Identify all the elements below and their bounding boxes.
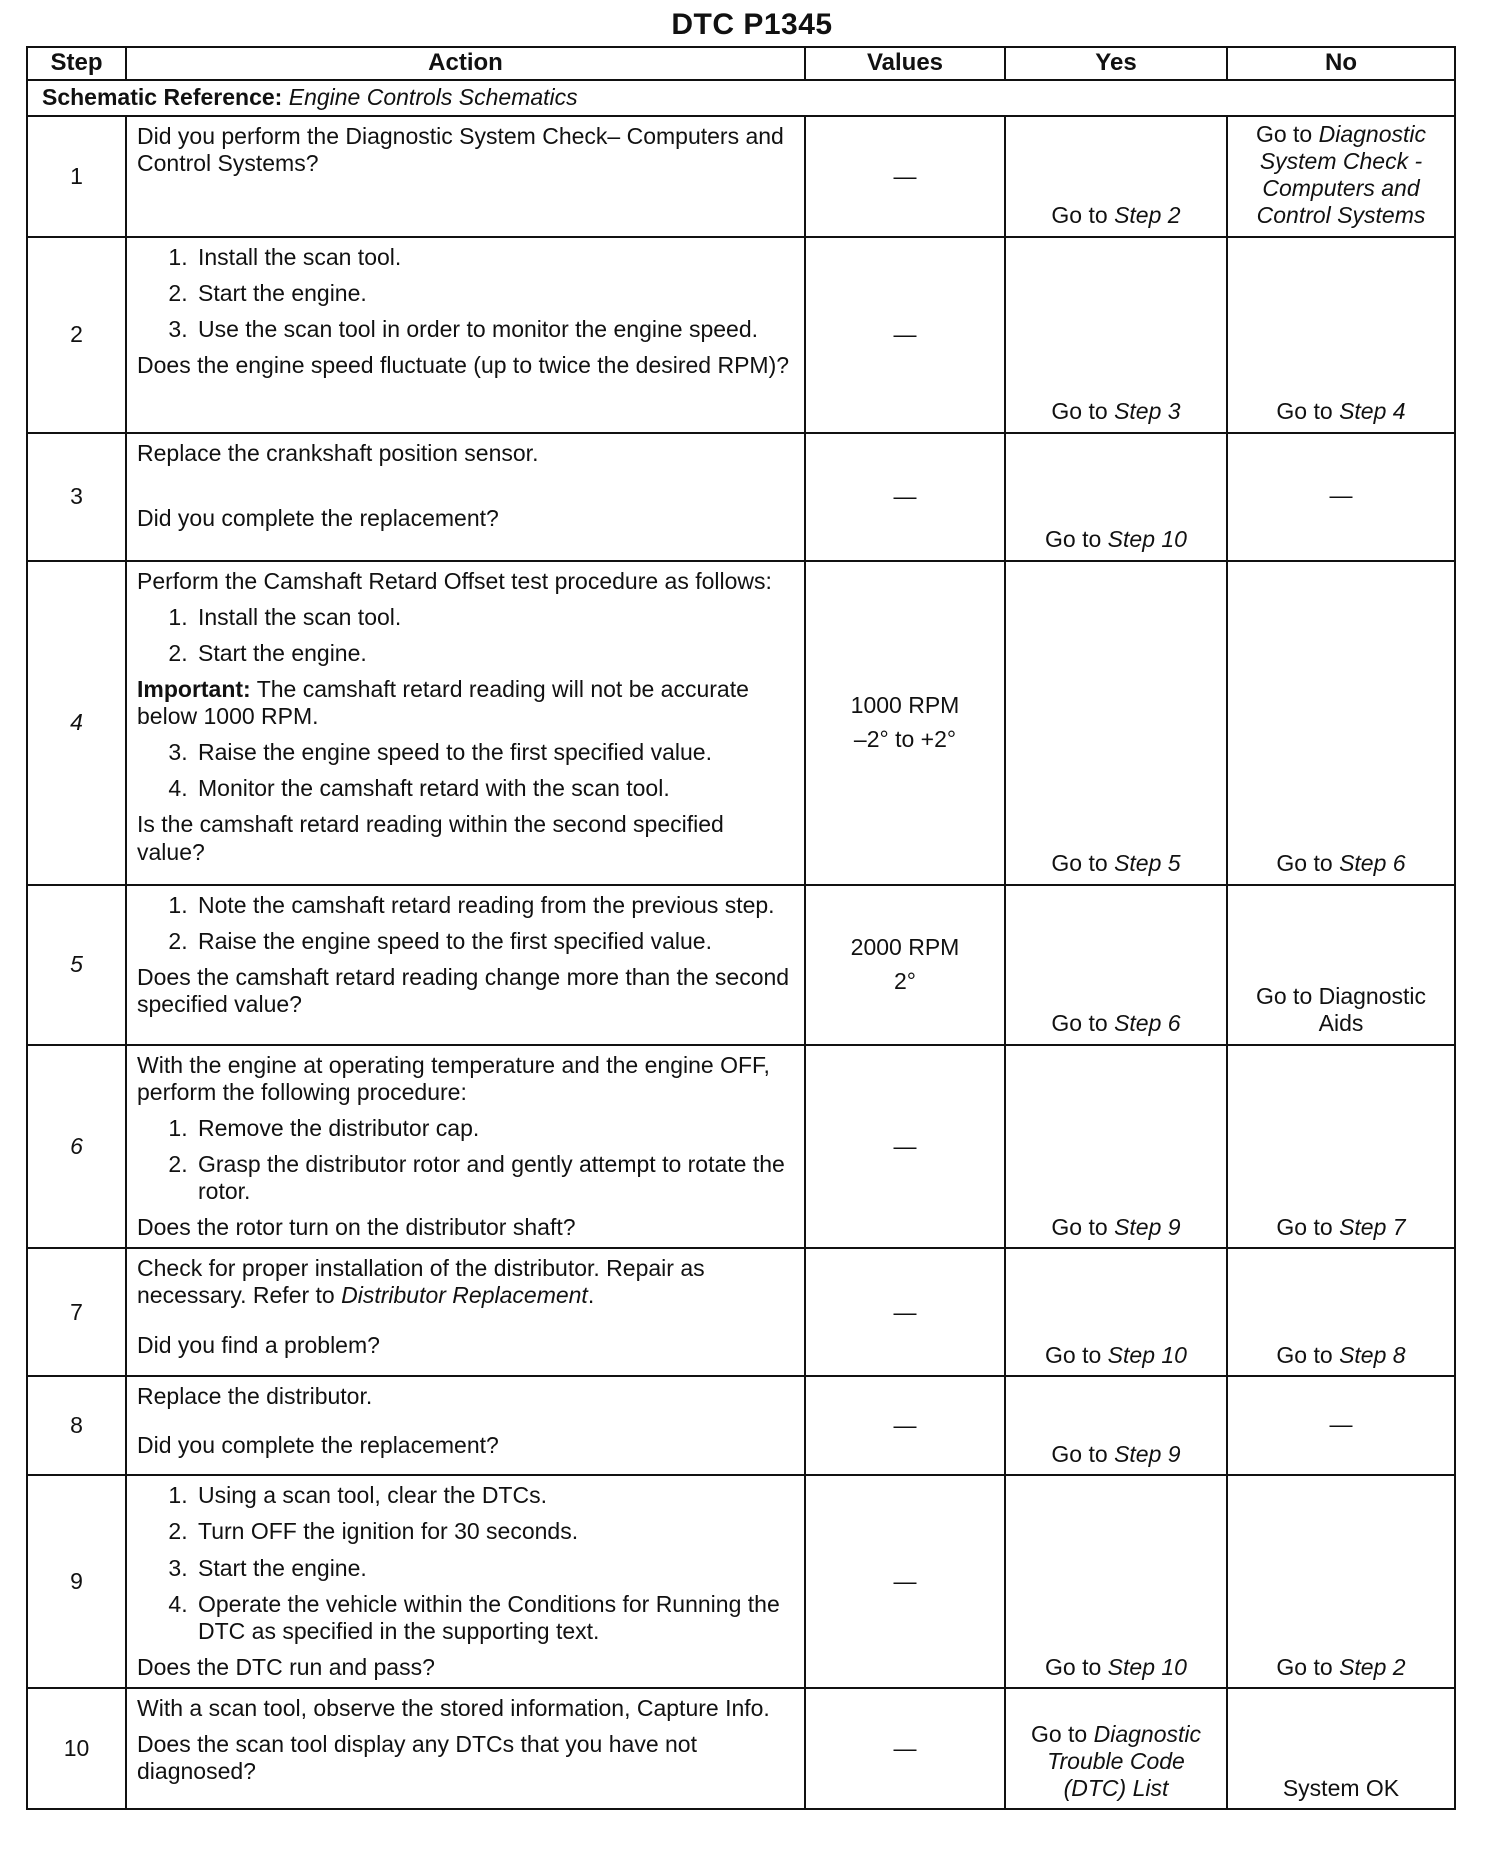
action-text (137, 1383, 794, 1410)
procedure-step: 1. Using a scan tool, clear the DTCs. (194, 1482, 794, 1509)
action-sentence: Does the camshaft retard reading change more than the second specified value? (137, 963, 790, 1017)
yes-outcome[interactable] (1045, 1342, 1187, 1368)
no-outcome-target[interactable]: Step 6 (1339, 850, 1406, 877)
table-row (27, 1688, 1455, 1809)
values-cell (805, 1045, 1005, 1249)
value-text: — (893, 320, 917, 347)
action-text (137, 352, 794, 379)
procedure-step: 4. Operate the vehicle within the Conditions for Running the DTC as specified in the supporting text. (194, 1591, 794, 1645)
action-text (137, 1255, 794, 1309)
step-number: 2 (27, 237, 126, 433)
action-sentence: With a scan tool, observe the stored information, Capture Info. (137, 1695, 770, 1721)
yes-outcome[interactable] (1051, 850, 1180, 876)
no-cell (1227, 433, 1455, 561)
action-sentence: Is the camshaft retard reading within the second specified value? (137, 811, 724, 865)
action-text (137, 1654, 794, 1681)
action-sentence: Does the DTC run and pass? (137, 1653, 435, 1680)
yes-outcome[interactable] (1051, 1214, 1180, 1240)
no-outcome-text: Go to (1276, 1342, 1340, 1369)
values-cell (805, 1475, 1005, 1688)
procedure-step: 4. Monitor the camshaft retard with the scan tool. (194, 775, 794, 802)
step-number: 10 (27, 1688, 126, 1809)
no-cell (1227, 1376, 1455, 1475)
no-outcome-text: Go to (1276, 398, 1340, 425)
no-outcome-text: Go to (1255, 121, 1319, 147)
procedure-list (137, 604, 794, 667)
values-cell (805, 1376, 1005, 1475)
action-sentence: Did you complete the replacement? (137, 504, 499, 531)
action-sentence: Does the engine speed fluctuate (up to twice the desired RPM)? (137, 351, 790, 378)
yes-outcome-target[interactable]: Step 10 (1107, 1342, 1187, 1369)
no-outcome (1330, 1411, 1353, 1437)
values-cell (805, 116, 1005, 237)
yes-outcome[interactable] (1045, 1654, 1187, 1680)
no-outcome[interactable] (1276, 398, 1405, 424)
yes-cell (1005, 116, 1227, 237)
action-sentence: Replace the distributor. (137, 1383, 373, 1410)
no-outcome-target[interactable]: Step 8 (1339, 1342, 1406, 1369)
no-outcome-text: System OK (1282, 1774, 1400, 1801)
action-sentence: Replace the crankshaft position sensor. (137, 439, 539, 466)
yes-outcome-text: Go to (1051, 1214, 1115, 1241)
yes-cell (1005, 561, 1227, 885)
action-cell (126, 1688, 805, 1809)
yes-cell (1005, 433, 1227, 561)
yes-outcome-text: Go to (1051, 202, 1115, 229)
yes-outcome-target[interactable]: Step 9 (1114, 1441, 1181, 1468)
action-text (137, 1695, 794, 1722)
step-number: 5 (27, 885, 126, 1045)
schematic-reference-row (27, 80, 1455, 116)
yes-outcome[interactable] (1051, 398, 1180, 424)
table-row (27, 1248, 1455, 1376)
yes-outcome-target[interactable]: Step 6 (1114, 1010, 1181, 1037)
table-row (27, 885, 1455, 1045)
procedure-step: 3. Raise the engine speed to the first specified value. (194, 739, 794, 766)
table-row (27, 1045, 1455, 1249)
action-cell (126, 561, 805, 885)
action-text (137, 568, 794, 595)
no-cell (1227, 237, 1455, 433)
yes-outcome-target[interactable]: Step 3 (1114, 398, 1181, 425)
no-outcome (1283, 1775, 1399, 1801)
action-text (137, 1052, 794, 1106)
procedure-list (137, 892, 794, 955)
no-cell (1227, 1688, 1455, 1809)
action-cell (126, 1376, 805, 1475)
yes-outcome[interactable] (1045, 526, 1187, 552)
action-text (137, 505, 794, 532)
page-title: DTC P1345 (671, 8, 833, 41)
yes-cell (1005, 1248, 1227, 1376)
no-outcome-target[interactable]: Step 4 (1339, 398, 1406, 425)
no-outcome-text: Go to (1276, 1653, 1340, 1680)
value-text: — (893, 1298, 917, 1325)
action-text (137, 123, 794, 177)
yes-cell (1005, 1688, 1227, 1809)
table-row (27, 1475, 1455, 1688)
procedure-step: 2. Start the engine. (194, 640, 794, 667)
action-sentence: Check for proper installation of the distributor. Repair as necessary. Refer to (137, 1255, 705, 1309)
yes-outcome-target[interactable]: Step 10 (1107, 1653, 1187, 1680)
no-outcome-target[interactable]: Diagnostic System Check - Computers and Control Systems (1256, 121, 1427, 229)
procedure-step: 2. Raise the engine speed to the first specified value. (194, 928, 794, 955)
value-text: 2000 RPM (850, 934, 960, 961)
procedure-step: 2. Turn OFF the ignition for 30 seconds. (194, 1518, 794, 1545)
yes-cell (1005, 1045, 1227, 1249)
procedure-step: 1. Install the scan tool. (194, 604, 794, 631)
action-sentence: The camshaft retard reading will not be accurate below 1000 RPM. (137, 675, 749, 729)
no-outcome-text: — (1329, 1411, 1353, 1438)
no-cell (1227, 1475, 1455, 1688)
action-sentence: Does the rotor turn on the distributor shaft? (137, 1214, 576, 1241)
step-number: 4 (27, 561, 126, 885)
column-header-yes: Yes (1005, 47, 1227, 80)
action-cell (126, 1475, 805, 1688)
no-cell (1227, 1248, 1455, 1376)
values-cell (805, 1688, 1005, 1809)
value-text: — (893, 1568, 917, 1595)
action-text (137, 676, 794, 730)
yes-outcome-target[interactable]: Step 9 (1114, 1214, 1181, 1241)
column-header-step: Step (27, 47, 126, 80)
no-outcome-target[interactable]: Step 2 (1339, 1653, 1406, 1680)
procedure-step: 2. Start the engine. (194, 280, 794, 307)
action-cell (126, 1045, 805, 1249)
yes-outcome-target[interactable]: Step 5 (1114, 850, 1181, 877)
step-number: 7 (27, 1248, 126, 1376)
no-outcome-text: Go to (1276, 850, 1340, 877)
action-text (137, 440, 794, 467)
value-text: — (893, 1734, 917, 1761)
step-number: 9 (27, 1475, 126, 1688)
yes-outcome-text: Go to (1051, 1010, 1115, 1037)
action-text (137, 811, 794, 865)
procedure-step: 1. Note the camshaft retard reading from the previous step. (194, 892, 794, 919)
table-row (27, 237, 1455, 433)
step-number: 8 (27, 1376, 126, 1475)
action-text (137, 1214, 794, 1241)
no-outcome-target[interactable]: Step 7 (1339, 1214, 1406, 1241)
yes-outcome-text: Go to (1045, 1342, 1108, 1369)
yes-outcome[interactable] (1051, 1441, 1180, 1467)
no-outcome-text: Go to Diagnostic Aids (1255, 983, 1427, 1037)
column-header-action: Action (126, 47, 805, 80)
no-outcome[interactable] (1276, 850, 1405, 876)
table-row (27, 561, 1455, 885)
action-sentence: Perform the Camshaft Retard Offset test procedure as follows: (137, 567, 772, 594)
procedure-list (137, 244, 794, 343)
no-outcome[interactable] (1276, 1342, 1405, 1368)
procedure-step: 1. Remove the distributor cap. (194, 1115, 794, 1142)
value-text: — (893, 162, 917, 189)
schematic-reference (27, 80, 1455, 116)
action-text (137, 1332, 794, 1359)
value-text: –2° to +2° (853, 725, 957, 752)
values-cell (805, 885, 1005, 1045)
no-cell (1227, 561, 1455, 885)
action-sentence: Does the scan tool display any DTCs that you have not diagnosed? (137, 1731, 697, 1785)
table-header-row (27, 47, 1455, 80)
value-text: 2° (894, 967, 916, 994)
yes-cell (1005, 885, 1227, 1045)
yes-cell (1005, 1475, 1227, 1688)
no-cell (1227, 1045, 1455, 1249)
yes-outcome[interactable] (1051, 202, 1180, 228)
no-cell (1227, 885, 1455, 1045)
action-sentence: With the engine at operating temperature and the engine OFF, perform the following procedure: (137, 1051, 770, 1105)
values-cell (805, 237, 1005, 433)
procedure-step: 3. Start the engine. (194, 1555, 794, 1582)
action-cell (126, 1248, 805, 1376)
action-sentence: Did you complete the replacement? (137, 1432, 499, 1459)
no-outcome[interactable] (1256, 121, 1426, 228)
no-outcome[interactable] (1256, 983, 1426, 1036)
column-header-no: No (1227, 47, 1455, 80)
yes-outcome-text: Go to (1051, 850, 1115, 877)
column-header-values: Values (805, 47, 1005, 80)
procedure-list (137, 1115, 794, 1205)
action-punctuation: . (587, 1282, 595, 1309)
action-cell (126, 116, 805, 237)
no-outcome-text: Go to (1276, 1214, 1340, 1241)
diagnostic-table (26, 46, 1456, 1810)
action-text (137, 1731, 794, 1785)
value-text: — (893, 482, 917, 509)
value-text: 1000 RPM (850, 692, 960, 719)
yes-outcome-text: Go to (1030, 1720, 1094, 1747)
step-number: 6 (27, 1045, 126, 1249)
yes-outcome-text: Go to (1051, 398, 1115, 425)
action-cell (126, 433, 805, 561)
value-text: — (893, 1412, 917, 1439)
table-row (27, 433, 1455, 561)
schematic-reference-link[interactable]: Engine Controls Schematics (288, 84, 578, 111)
yes-outcome-text: Go to (1051, 1441, 1115, 1468)
procedure-step: 1. Install the scan tool. (194, 244, 794, 271)
values-cell (805, 1248, 1005, 1376)
yes-outcome-text: Go to (1045, 1653, 1108, 1680)
action-sentence: Did you perform the Diagnostic System Check– Computers and Control Systems? (137, 123, 784, 177)
no-cell (1227, 116, 1455, 237)
schematic-reference-label: Schematic Reference: (42, 84, 283, 111)
procedure-step: 2. Grasp the distributor rotor and gently attempt to rotate the rotor. (194, 1151, 794, 1205)
no-outcome-text: — (1329, 481, 1353, 508)
action-cell (126, 885, 805, 1045)
action-sentence: Did you find a problem? (137, 1331, 380, 1358)
yes-cell (1005, 1376, 1227, 1475)
important-label: Important: (137, 675, 251, 702)
table-row (27, 116, 1455, 237)
yes-outcome-target[interactable]: Diagnostic Trouble Code (DTC) List (1047, 1720, 1202, 1801)
procedure-list (137, 739, 794, 802)
action-text (137, 964, 794, 1018)
yes-outcome-target[interactable]: Step 10 (1107, 526, 1187, 553)
yes-outcome-text: Go to (1045, 526, 1108, 553)
step-number: 1 (27, 116, 126, 237)
yes-outcome[interactable] (1031, 1721, 1201, 1801)
action-text (137, 1432, 794, 1459)
step-number: 3 (27, 433, 126, 561)
yes-cell (1005, 237, 1227, 433)
action-cell (126, 237, 805, 433)
no-outcome (1330, 482, 1353, 508)
no-outcome[interactable] (1276, 1654, 1405, 1680)
value-text: — (893, 1132, 917, 1159)
yes-outcome-target[interactable]: Step 2 (1114, 202, 1181, 229)
reference-link[interactable]: Distributor Replacement (341, 1282, 588, 1309)
values-cell (805, 561, 1005, 885)
yes-outcome[interactable] (1051, 1010, 1180, 1036)
table-row (27, 1376, 1455, 1475)
no-outcome[interactable] (1276, 1214, 1405, 1240)
procedure-step: 3. Use the scan tool in order to monitor the engine speed. (194, 316, 794, 343)
procedure-list (137, 1482, 794, 1645)
values-cell (805, 433, 1005, 561)
